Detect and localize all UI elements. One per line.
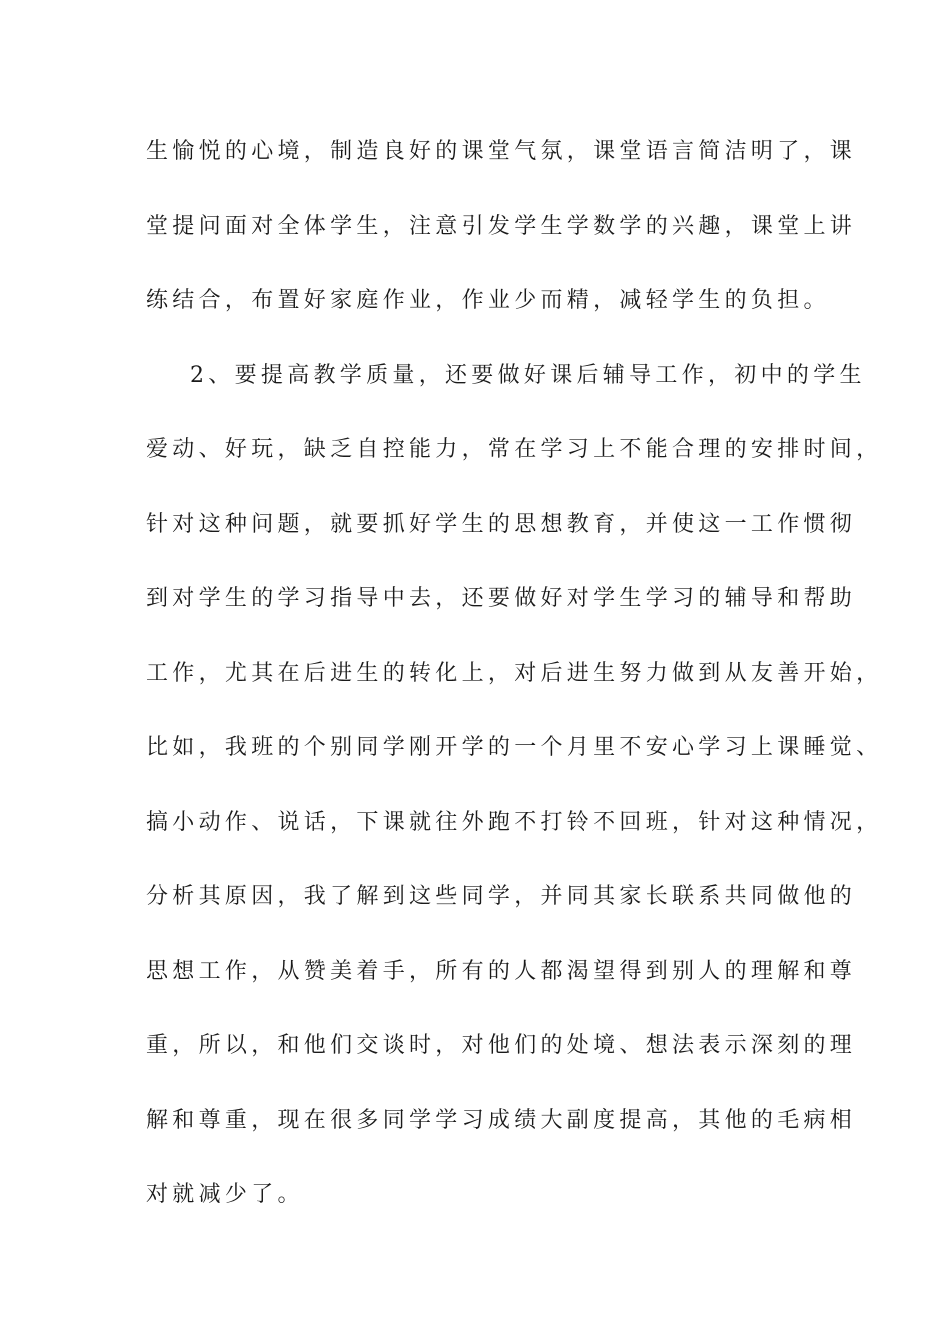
paragraph-start-line: 2、要提高教学质量，还要做好课后辅导工作，初中的学生 [190,362,866,388]
text-line: 对就减少了。 [146,1182,304,1207]
body-text [146,128,883,1246]
text-line: 思想工作，从赞美着手，所有的人都渴望得到别人的理解和尊 [146,958,857,984]
text-line: 分析其原因，我了解到这些同学，并同其家长联系共同做他的 [146,884,857,909]
text-line: 解和尊重，现在很多同学学习成绩大副度提高，其他的毛病相 [146,1107,857,1133]
text-line: 练结合，布置好家庭作业，作业少而精，减轻学生的负担。 [146,288,830,313]
text-line: 工作，尤其在后进生的转化上，对后进生努力做到从友善开始， [146,660,883,686]
text-line: 重，所以，和他们交谈时，对他们的处境、想法表示深刻的理 [146,1033,857,1058]
text-line: 针对这种问题，就要抓好学生的思想教育，并使这一工作惯彻 [146,511,857,537]
text-line: 爱动、好玩，缺乏自控能力，常在学习上不能合理的安排时间， [146,437,883,462]
text-line: 比如，我班的个别同学刚开学的一个月里不安心学习上课睡觉、 [146,735,883,760]
text-line: 搞小动作、说话，下课就往外跑不打铃不回班，针对这种情况， [146,809,883,835]
text-line: 生愉悦的心境，制造良好的课堂气氛，课堂语言简洁明了，课 [146,139,857,164]
text-line: 到对学生的学习指导中去，还要做好对学生学习的辅导和帮助 [146,586,857,611]
text-line: 堂提问面对全体学生，注意引发学生学数学的兴趣，课堂上讲 [146,213,857,239]
